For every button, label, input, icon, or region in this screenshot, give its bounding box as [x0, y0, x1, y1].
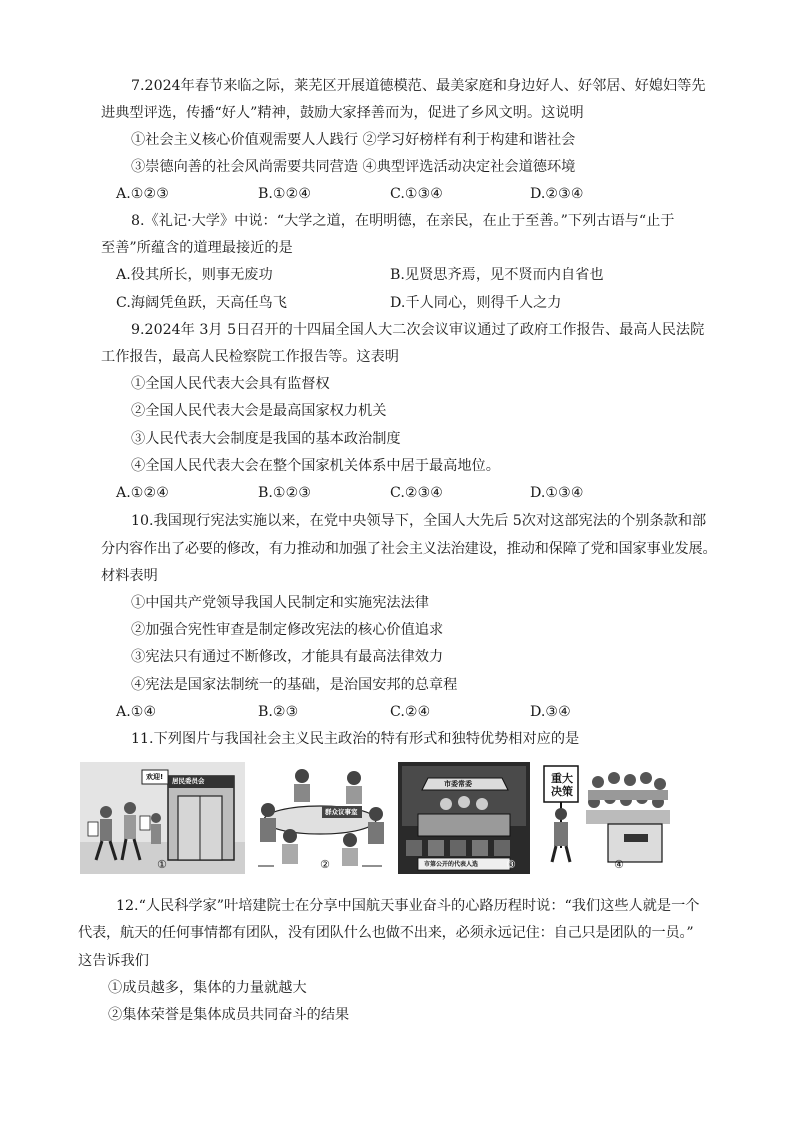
q9-statement-3: ③人民代表大会制度是我国的基本政治制度 — [131, 431, 401, 447]
q7-option-a[interactable]: A.①②③ — [116, 186, 169, 202]
q8-option-a[interactable]: A.役其所长，则事无废功 — [116, 267, 273, 283]
q7-statement-1-2: ①社会主义核心价值观需要人人践行 ②学习好榜样有利于构建和谐社会 — [131, 132, 576, 148]
q7-option-d[interactable]: D.②③④ — [530, 186, 584, 202]
q10-stem-line3: 材料表明 — [101, 568, 158, 584]
picture-1-welcome-sign: 欢迎! — [146, 773, 164, 781]
q9-statement-1: ①全国人民代表大会具有监督权 — [131, 376, 330, 392]
q8-stem-line2: 至善”所蕴含的道理最接近的是 — [101, 240, 293, 256]
q8-option-c[interactable]: C.海阔凭鱼跃，天高任鸟飞 — [116, 295, 287, 311]
picture-2-number: ② — [320, 858, 330, 871]
q9-stem-line1: 9.2024年 3月 5日召开的十四届全国人大二次会议审议通过了政府工作报告、最高人民法院 — [131, 322, 705, 338]
q11-picture-4[interactable] — [538, 762, 673, 874]
q10-stem-line1: 10.我国现行宪法实施以来，在党中央领导下，全国人大先后 5次对这部宪法的个别条款和部 — [131, 513, 707, 529]
q10-option-c[interactable]: C.②④ — [390, 704, 431, 720]
q7-statement-3-4: ③崇德向善的社会风尚需要共同营造 ④典型评选活动决定社会道德环境 — [131, 159, 576, 175]
q12-stem-line3: 这告诉我们 — [78, 953, 149, 969]
picture-1-number: ① — [157, 858, 167, 871]
picture-1-door-sign: 居民委员会 — [172, 777, 205, 785]
q10-statement-2: ②加强合宪性审查是制定修改宪法的核心价值追求 — [131, 622, 444, 638]
q12-statement-1: ①成员越多，集体的力量就越大 — [108, 980, 307, 996]
q12-stem-line1: 12.“人民科学家”叶培建院士在分享中国航天事业奋斗的心路历程时说：“我们这些人就是一个 — [116, 898, 700, 914]
picture-2-desk-sign: 群众议事室 — [325, 808, 358, 816]
q7-stem-line1: 7.2024年春节来临之际，莱芜区开展道德模范、最美家庭和身边好人、好邻居、好媳妇等先 — [131, 78, 706, 94]
q9-option-c[interactable]: C.②③④ — [390, 485, 444, 501]
q10-statement-1: ①中国共产党领导我国人民制定和实施宪法法律 — [131, 595, 429, 611]
q8-option-d[interactable]: D.千人同心，则得千人之力 — [390, 295, 562, 311]
q11-picture-1[interactable] — [80, 762, 245, 874]
q11-stem: 11.下列图片与我国社会主义民主政治的特有形式和独特优势相对应的是 — [131, 731, 580, 747]
picture-4-number: ④ — [614, 858, 624, 871]
picture-4-placard: 重大决策 — [551, 772, 573, 798]
q10-option-d[interactable]: D.③④ — [530, 704, 571, 720]
q7-option-c[interactable]: C.①③④ — [390, 186, 444, 202]
q7-option-b[interactable]: B.①②④ — [258, 186, 312, 202]
q12-stem-line2: 代表，航天的任何事情都有团队，没有团队什么也做不出来，必须永远记住：自己只是团队的一员。” — [78, 925, 694, 941]
q9-option-b[interactable]: B.①②③ — [258, 485, 312, 501]
q9-option-a[interactable]: A.①②④ — [116, 485, 169, 501]
q9-option-d[interactable]: D.①③④ — [530, 485, 584, 501]
q10-statement-4: ④宪法是国家法制统一的基础，是治国安邦的总章程 — [131, 677, 458, 693]
q9-statement-4: ④全国人民代表大会在整个国家机关体系中居于最高地位。 — [131, 458, 500, 474]
q8-option-b[interactable]: B.见贤思齐焉，见不贤而内自省也 — [390, 267, 604, 283]
q9-statement-2: ②全国人民代表大会是最高国家权力机关 — [131, 403, 387, 419]
q10-statement-3: ③宪法只有通过不断修改，才能具有最高法律效力 — [131, 649, 444, 665]
q9-stem-line2: 工作报告，最高人民检察院工作报告等。这表明 — [101, 349, 399, 365]
q8-stem-line1: 8.《礼记·大学》中说：“大学之道，在明明德，在亲民，在止于至善。”下列古语与“止于 — [131, 213, 675, 229]
picture-3-number: ③ — [506, 858, 516, 871]
picture-3-banner: 市委常委 — [444, 780, 472, 788]
q7-stem-line2: 进典型评选，传播“好人”精神，鼓励大家择善而为，促进了乡风文明。这说明 — [101, 105, 584, 121]
q10-stem-line2: 分内容作出了必要的修改，有力推动和加强了社会主义法治建设，推动和保障了党和国家事业发展。 — [101, 541, 717, 557]
q10-option-a[interactable]: A.①④ — [116, 704, 157, 720]
q10-option-b[interactable]: B.②③ — [258, 704, 299, 720]
picture-3-desk-sign: 市第公开的代表人选 — [424, 861, 479, 868]
q11-picture-3[interactable] — [398, 762, 530, 874]
q12-statement-2: ②集体荣誉是集体成员共同奋斗的结果 — [108, 1007, 350, 1023]
q11-picture-2[interactable] — [250, 762, 390, 874]
